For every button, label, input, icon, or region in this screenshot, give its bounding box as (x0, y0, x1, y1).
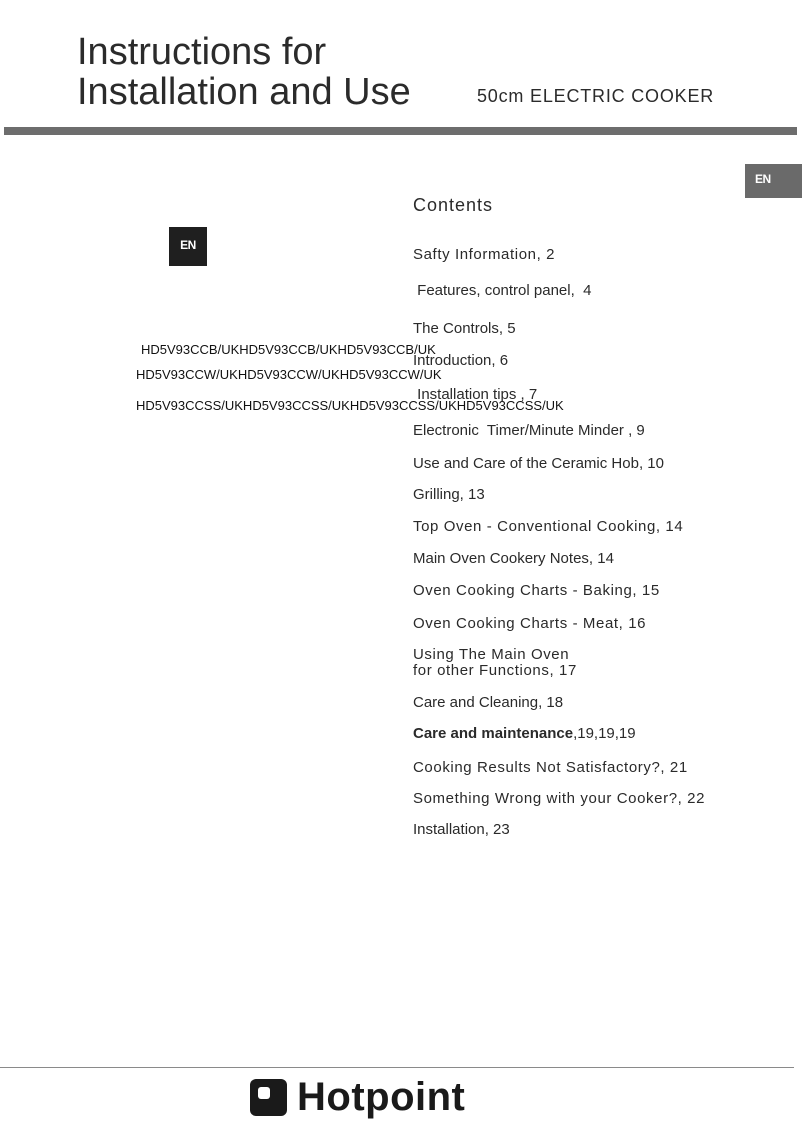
toc-item-something-wrong[interactable]: Something Wrong with your Cooker?, 22 (413, 790, 706, 807)
model-number-stainless: HD5V93CCSS/UKHD5V93CCSS/UKHD5V93CCSS/UKHD5V93CCSS/UK (136, 398, 564, 413)
toc-item-installation[interactable]: Installation, 23 (413, 821, 510, 838)
toc-item-main-oven-line1[interactable]: Using The Main Oven (413, 646, 570, 663)
toc-item-cooking-results[interactable]: Cooking Results Not Satisfactory?, 21 (413, 759, 688, 776)
toc-item-features[interactable]: Features, control panel, 4 (413, 282, 592, 299)
toc-item-grilling[interactable]: Grilling, 13 (413, 486, 485, 503)
toc-item-baking-charts[interactable]: Oven Cooking Charts - Baking, 15 (413, 582, 660, 599)
toc-item-cookery-notes[interactable]: Main Oven Cookery Notes, 14 (413, 550, 614, 567)
toc-item-care-cleaning[interactable]: Care and Cleaning, 18 (413, 694, 564, 711)
hotpoint-logo-icon (250, 1079, 287, 1116)
toc-item-timer[interactable]: Electronic Timer/Minute Minder , 9 (413, 422, 645, 439)
language-badge: EN (169, 227, 207, 266)
toc-item-care-maintenance-pages: ,19,19,19 (573, 725, 636, 742)
model-number-black: HD5V93CCB/UKHD5V93CCB/UKHD5V93CCB/UK (141, 342, 436, 357)
title-line-1: Instructions for (77, 31, 327, 73)
model-number-white: HD5V93CCW/UKHD5V93CCW/UKHD5V93CCW/UK (136, 367, 442, 382)
toc-item-care-maintenance-label: Care and maintenance (413, 725, 574, 742)
language-tab[interactable]: EN (745, 164, 802, 198)
contents-heading: Contents (413, 195, 494, 215)
toc-item-ceramic-hob[interactable]: Use and Care of the Ceramic Hob, 10 (413, 455, 664, 472)
toc-item-installation-tips[interactable]: Installation tips , 7 (413, 386, 538, 403)
product-subtitle: 50cm ELECTRIC COOKER (477, 86, 715, 106)
toc-item-controls[interactable]: The Controls, 5 (413, 320, 516, 337)
toc-item-care-maintenance[interactable] (413, 726, 636, 742)
toc-item-main-oven-line2[interactable]: for other Functions, 17 (413, 662, 577, 679)
toc-item-meat-charts[interactable]: Oven Cooking Charts - Meat, 16 (413, 615, 647, 632)
hotpoint-logo-text: Hotpoint (297, 1075, 466, 1119)
title-line-2: Installation and Use (77, 71, 411, 113)
toc-item-top-oven[interactable]: Top Oven - Conventional Cooking, 14 (413, 518, 684, 535)
footer-divider (0, 1067, 794, 1068)
header-divider (4, 127, 797, 135)
toc-item-safety[interactable]: Safty Information, 2 (413, 246, 556, 263)
toc-item-introduction[interactable]: Introduction, 6 (413, 352, 509, 369)
hotpoint-logo (250, 1075, 465, 1119)
document-title (77, 32, 411, 112)
